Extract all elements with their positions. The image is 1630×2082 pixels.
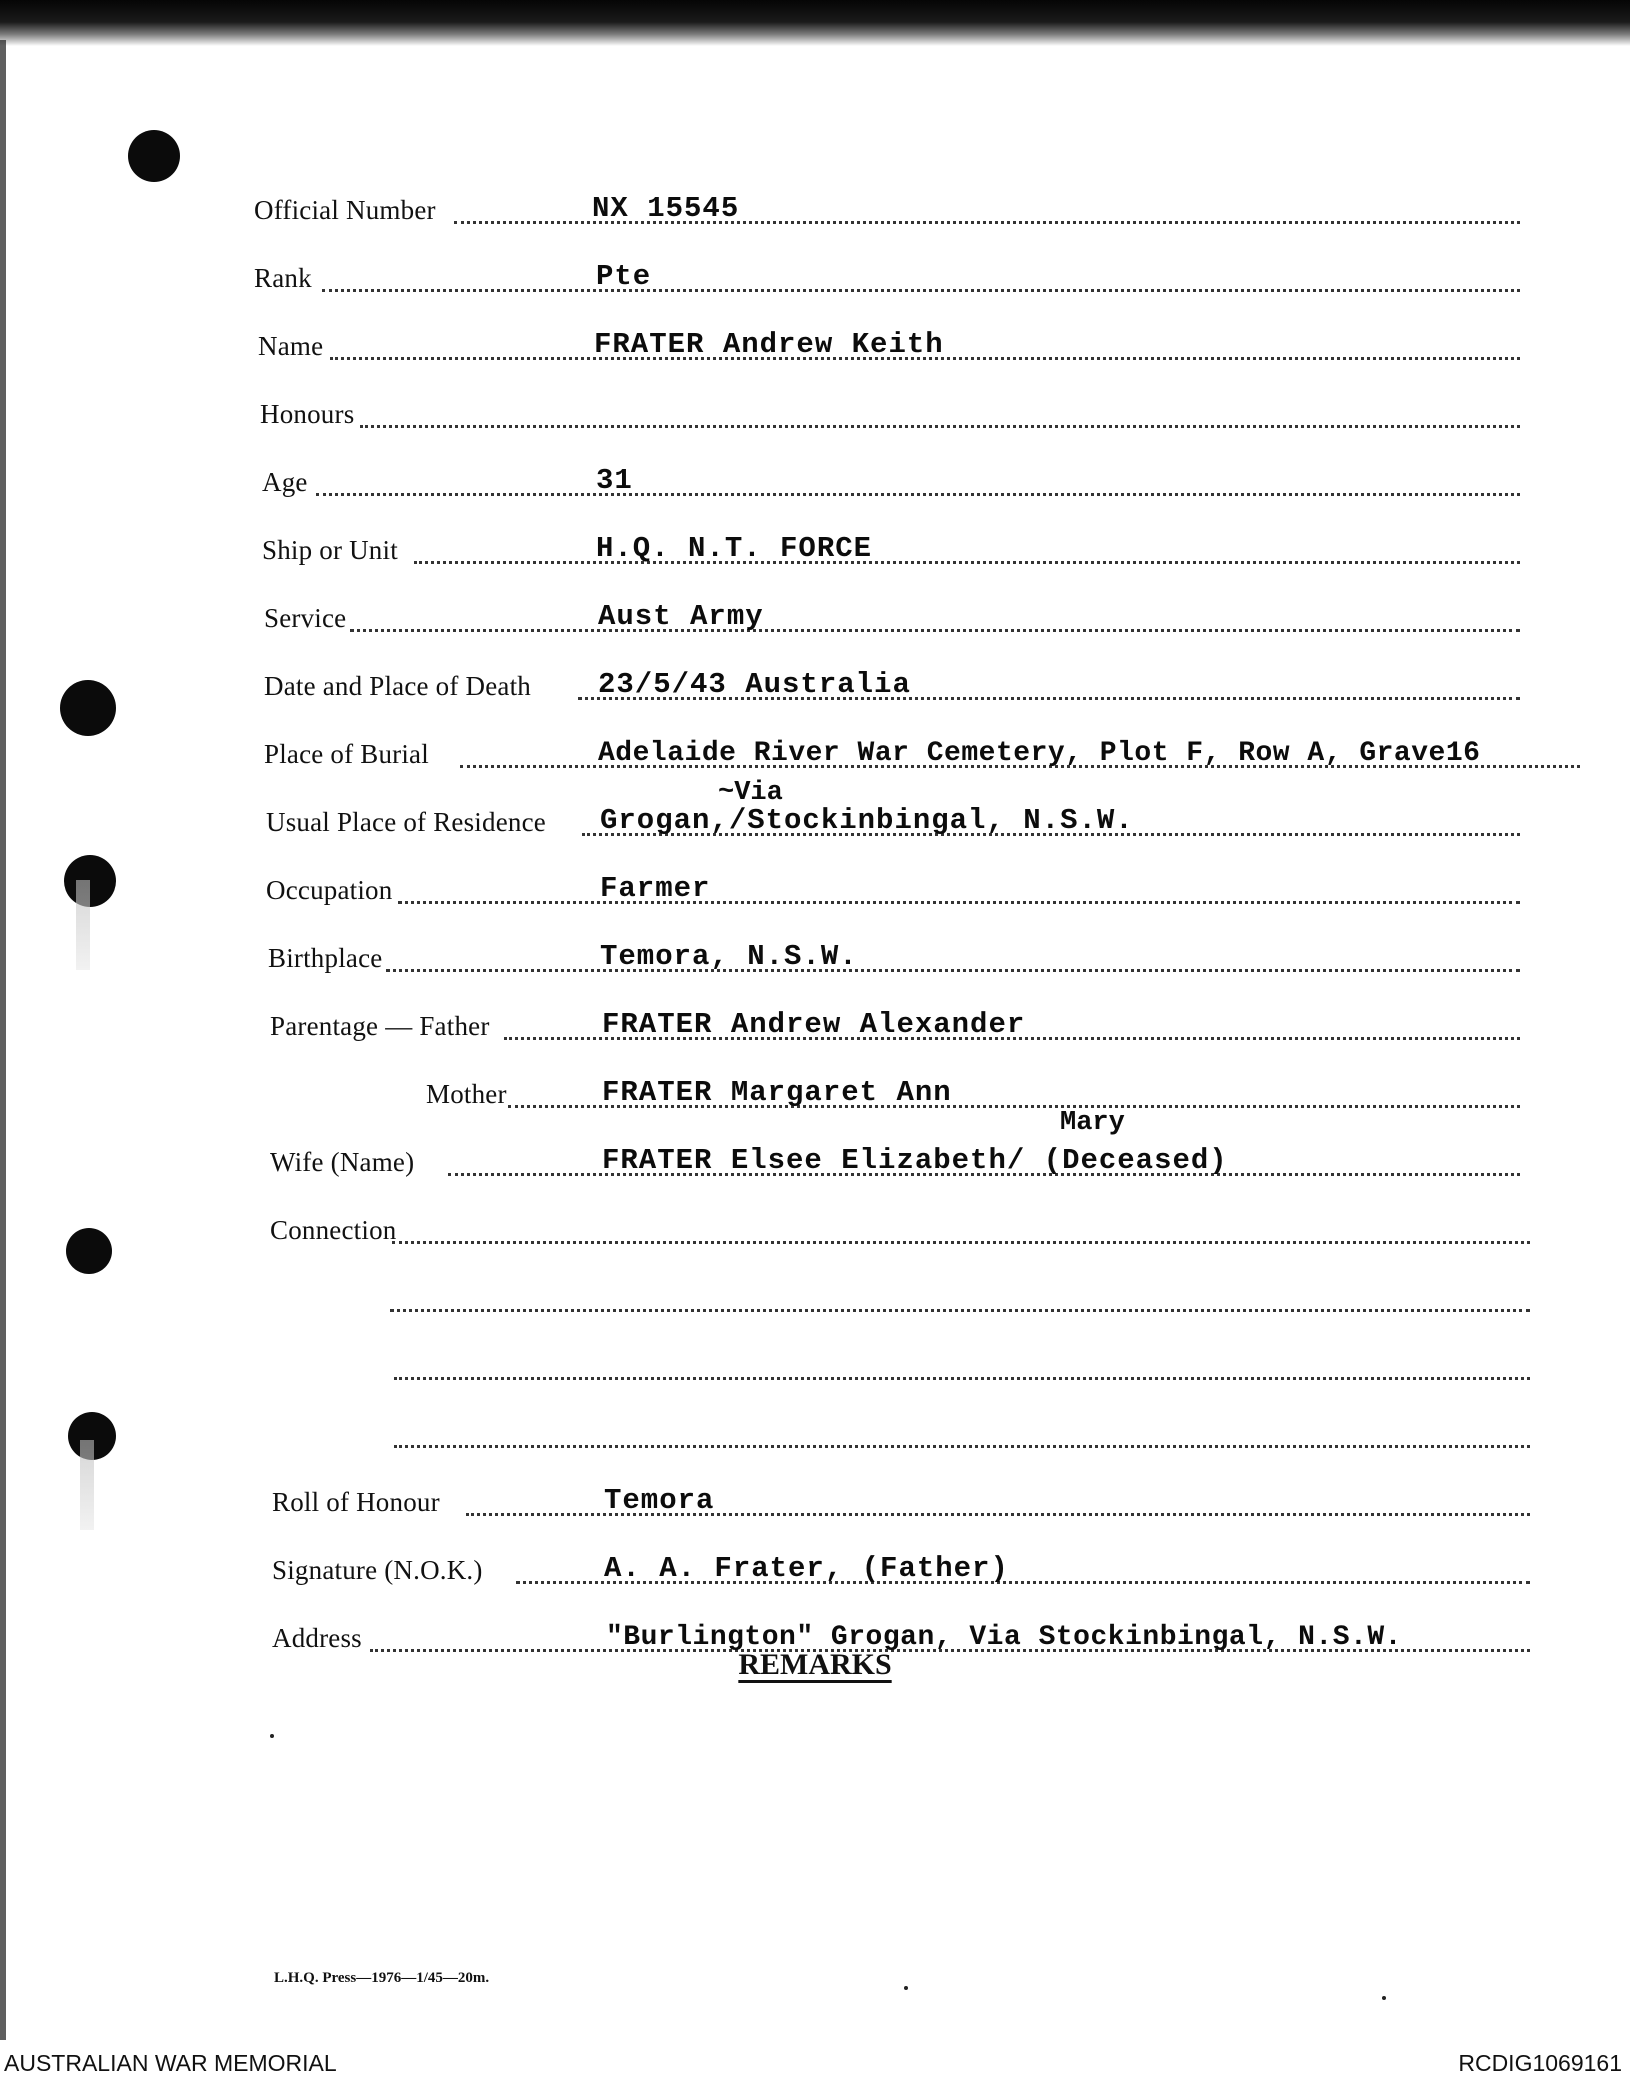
field-value: Temora, N.S.W. [600, 940, 858, 973]
field-label: Connection [270, 1215, 397, 1245]
field-label: Usual Place of Residence [266, 807, 546, 837]
field-annotation: ~Via [718, 778, 783, 808]
field-label: Parentage — Father [270, 1011, 490, 1041]
field-value: FRATER Margaret Ann [602, 1076, 952, 1109]
field-label: Ship or Unit [262, 535, 398, 565]
field-value: Grogan,/Stockinbingal, N.S.W. [600, 804, 1134, 837]
field-label: Address [272, 1623, 362, 1653]
row-mother [0, 1056, 1630, 1116]
row-date-place-death [0, 648, 1630, 708]
field-value: Adelaide River War Cemetery, Plot F, Row A, Grave16 [598, 738, 1481, 769]
archive-caption: AUSTRALIAN WAR MEMORIAL [4, 2050, 337, 2076]
row-connection [0, 1192, 1630, 1252]
field-label: Occupation [266, 875, 393, 905]
dotted-line [390, 1309, 1530, 1312]
row-father [0, 988, 1630, 1048]
dotted-line [316, 493, 1520, 496]
dotted-line [386, 969, 1520, 972]
field-value: NX 15545 [592, 192, 740, 225]
field-value: FRATER Andrew Alexander [602, 1008, 1026, 1041]
field-label: Age [262, 467, 308, 497]
scan-speck [904, 1986, 908, 1990]
dotted-line [398, 901, 1520, 904]
row-honours [0, 376, 1630, 436]
archive-reference: RCDIG1069161 [1458, 2050, 1622, 2076]
field-label: Roll of Honour [272, 1487, 440, 1517]
row-rank [0, 240, 1630, 300]
field-label: Date and Place of Death [264, 671, 531, 701]
dotted-line [350, 629, 1520, 632]
field-annotation: Mary [1060, 1108, 1125, 1138]
row-official-number [0, 172, 1630, 232]
row-place-of-burial [0, 716, 1630, 776]
field-label: Mother [426, 1079, 507, 1109]
row-name [0, 308, 1630, 368]
field-label: Service [264, 603, 347, 633]
field-label: Wife (Name) [270, 1147, 415, 1177]
field-value: 23/5/43 Australia [598, 668, 911, 701]
dotted-line [394, 1377, 1530, 1380]
field-label: Signature (N.O.K.) [272, 1555, 483, 1585]
field-label: Official Number [254, 195, 436, 225]
scan-speck [1382, 1996, 1386, 2000]
field-label: Place of Burial [264, 739, 429, 769]
field-label: Honours [260, 399, 355, 429]
field-value: FRATER Andrew Keith [594, 328, 944, 361]
dotted-line [414, 561, 1520, 564]
field-value: Aust Army [598, 600, 764, 633]
row-connection-continued [0, 1396, 1630, 1456]
row-usual-residence [0, 778, 1630, 844]
row-birthplace [0, 920, 1630, 980]
field-value: H.Q. N.T. FORCE [596, 532, 873, 565]
dotted-line [394, 1445, 1530, 1448]
field-value: Pte [596, 260, 652, 293]
field-value: A. A. Frater, (Father) [604, 1552, 1009, 1585]
field-value: 31 [596, 464, 633, 497]
remarks-heading-text: REMARKS [738, 1648, 892, 1681]
row-service [0, 580, 1630, 640]
row-wife [0, 1108, 1630, 1184]
field-value: Temora [604, 1484, 715, 1517]
row-occupation [0, 852, 1630, 912]
scan-top-edge [0, 0, 1630, 46]
row-connection-continued [0, 1328, 1630, 1388]
remarks-heading [0, 1648, 1630, 1682]
field-label: Birthplace [268, 943, 383, 973]
dotted-line [392, 1241, 1530, 1244]
row-connection-continued [0, 1260, 1630, 1320]
scan-speck [270, 1734, 274, 1738]
dotted-line [360, 425, 1520, 428]
row-signature [0, 1532, 1630, 1592]
row-roll-of-honour [0, 1464, 1630, 1524]
field-value: "Burlington" Grogan, Via Stockinbingal, N.S.W. [606, 1622, 1402, 1653]
field-value: FRATER Elsee Elizabeth/ (Deceased) [602, 1144, 1228, 1177]
field-label: Rank [254, 263, 312, 293]
dotted-line [322, 289, 1520, 292]
row-age [0, 444, 1630, 504]
field-value: Farmer [600, 872, 711, 905]
printer-imprint: L.H.Q. Press—1976—1/45—20m. [274, 1970, 490, 1986]
field-label: Name [258, 331, 324, 361]
row-ship-or-unit [0, 512, 1630, 572]
